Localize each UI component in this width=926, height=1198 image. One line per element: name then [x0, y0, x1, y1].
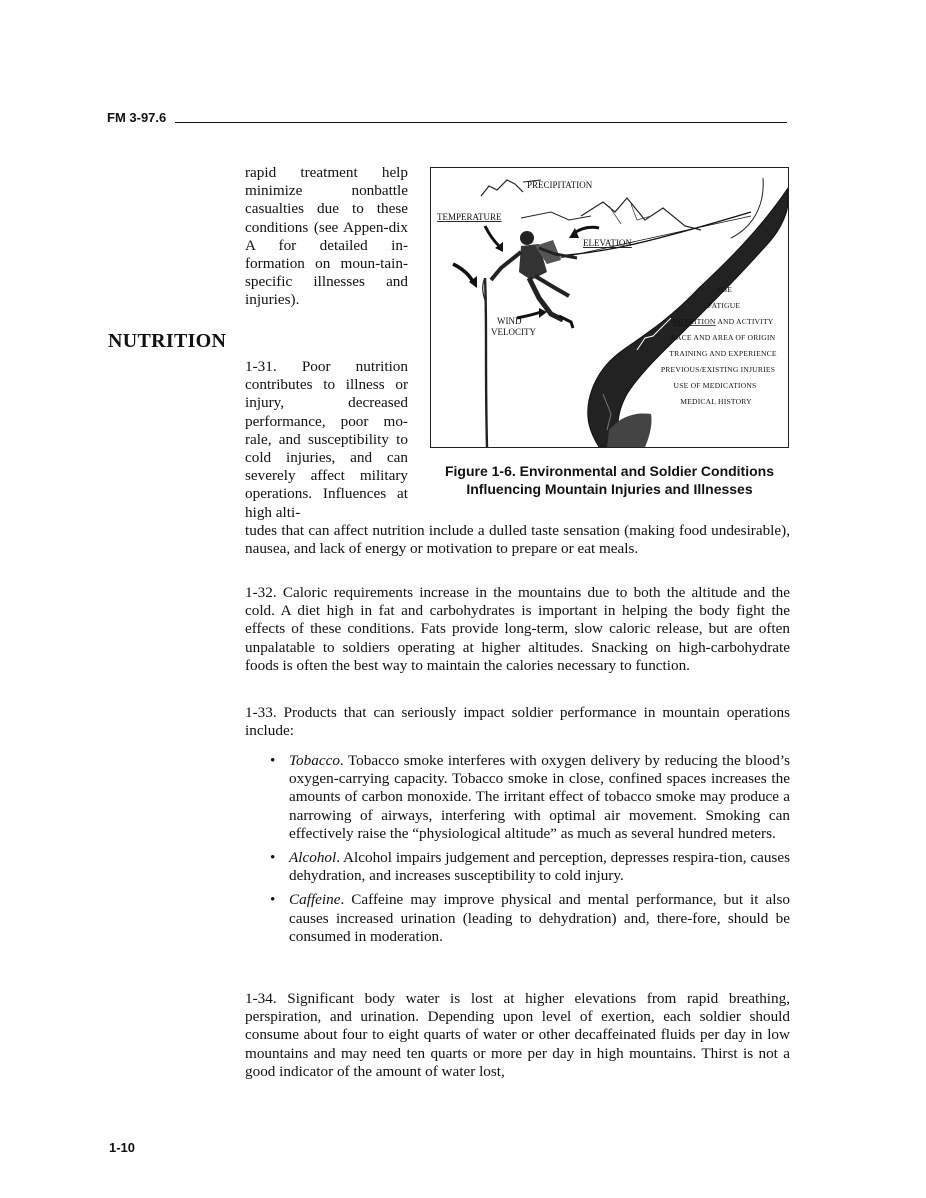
condition-fatigue: FATIGUE	[707, 301, 741, 310]
bullet-text: . Alcohol impairs judgement and perception, depresses respira-tion, causes dehydration, and increases susceptibility to cold injury.	[289, 849, 790, 885]
header-label: FM 3-97.6	[107, 110, 167, 125]
bullet-term: Alcohol	[289, 849, 337, 867]
mountain-ridge-left	[481, 180, 523, 196]
condition-medications: USE OF MEDICATIONS	[673, 381, 757, 390]
bullet-term: Caffeine	[289, 891, 341, 909]
figure-1-6	[430, 167, 789, 448]
figure-caption-line-2: Influencing Mountain Injuries and Illnesses	[466, 481, 753, 497]
condition-age: AGE	[715, 285, 733, 294]
vertical-rope	[485, 278, 487, 447]
rope	[551, 212, 751, 256]
label-elevation: ELEVATION	[583, 238, 632, 248]
mountain-climber-illustration	[431, 168, 788, 447]
list-item: • Alcohol. Alcohol impairs judgement and perception, depresses respira-tion, causes dehydration, and increases susceptibility to cold injury.	[270, 849, 790, 885]
label-temperature: TEMPERATURE	[437, 212, 502, 222]
list-item: • Caffeine. Caffeine may improve physical and mental performance, but it also causes increased urination (leading to dehydration) and, there-fore, should be consumed in moderation.	[270, 891, 790, 945]
mountain-ridge-right	[581, 198, 701, 230]
bullet-text: . Tobacco smoke interferes with oxygen delivery by reducing the blood’s oxygen-carrying capacity. Tobacco smoke in close, confined spaces increases the amounts of carbon monoxide. The irritant effect of tobacco smoke may produce a narrowing of airways, interfering with optimal air movement. Smoking can effectively raise the “physiological altitude” as much as several hundred meters.	[289, 752, 790, 842]
condition-nutrition	[672, 317, 773, 326]
wind-arrow	[453, 264, 473, 282]
condition-nutrition-rest: AND ACTIVITY	[717, 317, 774, 326]
paragraph-1-31-continued: tudes that can affect nutrition include a dulled taste sensation (making food undesirable), nausea, and lack of energy or motivation to prepare or eat meals.	[245, 522, 790, 558]
temperature-arrow	[485, 226, 499, 246]
condition-training: TRAINING AND EXPERIENCE	[669, 349, 777, 358]
section-heading: NUTRITION	[108, 330, 227, 352]
label-wind: WIND	[497, 316, 522, 326]
paragraph-1-31: 1-31. Poor nutrition contributes to illness or injury, decreased performance, poor mo-rale, and susceptibility to cold injuries, and can severely affect military operations. Influences at high alti-	[245, 358, 408, 521]
condition-injuries: PREVIOUS/EXISTING INJURIES	[660, 365, 776, 374]
page-number: 1-10	[109, 1140, 136, 1155]
condition-medical-history: MEDICAL HISTORY	[680, 397, 752, 406]
bullet-term: Tobacco	[289, 752, 340, 769]
paragraph-1-32: 1-32. Caloric requirements increase in the mountains due to both the altitude and the cold. A diet high in fat and carbohydrates is important in helping the body fight the effects of these conditions. Fats provide long-term, slow caloric release, but are often unpalatable to soldiers operating at higher altitudes. Snacking on high-carbohydrate foods is often the best way to maintain the calories necessary to function.	[245, 584, 790, 674]
list-item: • Tobacco. Tobacco smoke interferes with oxygen delivery by reducing the blood’s oxygen-carrying capacity. Tobacco smoke in close, confined spaces increases the amounts of carbon monoxide. The irritant effect of tobacco smoke may produce a narrowing of airways, interfering with optimal air movement. Smoking can effectively raise the “physiological altitude” as much as several hundred meters.	[270, 752, 790, 842]
label-precipitation: PRECIPITATION	[527, 180, 593, 190]
paragraph-1-33: 1-33. Products that can seriously impact soldier performance in mountain operations include:	[245, 704, 790, 740]
condition-nutrition-word: NUTRITION	[672, 317, 716, 326]
figure-caption	[430, 462, 789, 498]
running-header	[107, 110, 790, 130]
intro-paragraph: rapid treatment help minimize nonbattle casualties due to these conditions (see Appen-dix A for detailed in-formation on moun-tain-specific illnesses and injuries).	[245, 164, 408, 309]
paragraph-1-34: 1-34. Significant body water is lost at higher elevations from rapid breathing, perspiration, and urination. Depending upon level of exertion, each soldier should consume about four to eight quarts of water or other decaffeinated fluids per day in low mountains and may need ten quarts or more per day in high mountains. Thirst is not a good indicator of the amount of water lost,	[245, 990, 790, 1080]
figure-caption-line-1: Figure 1-6. Environmental and Soldier Conditions	[444, 463, 775, 479]
mountain-ridge-far	[521, 212, 591, 220]
condition-race: RACE AND AREA OF ORIGIN	[670, 333, 776, 342]
bullet-list	[270, 752, 790, 952]
label-velocity: VELOCITY	[491, 327, 536, 337]
bullet-text: . Caffeine may improve physical and mental performance, but it also causes increased urination (leading to dehydration) and, there-fore, should be consumed in moderation.	[289, 891, 790, 945]
header-rule	[175, 122, 787, 123]
